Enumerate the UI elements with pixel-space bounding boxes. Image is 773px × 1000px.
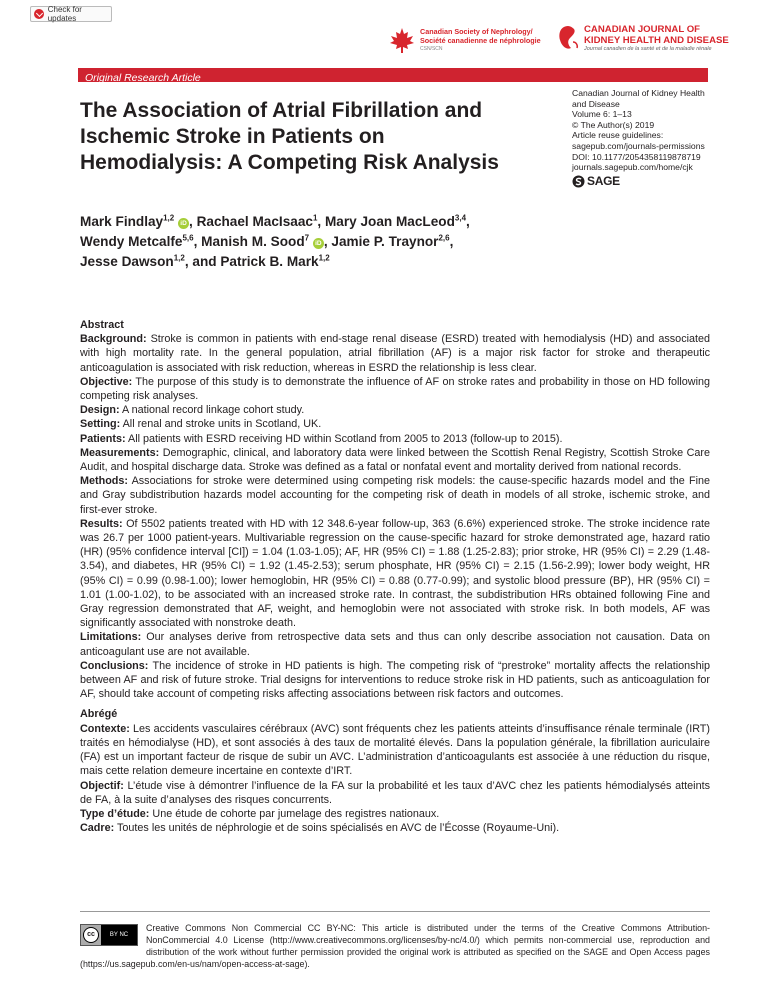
author-name: Mark Findlay <box>80 214 164 229</box>
author-name: Wendy Metcalfe <box>80 234 183 249</box>
society-logo <box>388 26 541 54</box>
affiliation-sup: 1,2 <box>163 213 175 223</box>
abstract-paragraph <box>80 630 710 658</box>
section-text: The purpose of this study is to demonstrate the influence of AF on stroke rates and probability in those on HD following competing risk analyses. <box>80 375 710 403</box>
section-text: All renal and stroke units in Scotland, UK. <box>120 418 322 431</box>
section-text: Les accidents vasculaires cérébraux (AVC) sont fréquents chez les patients atteints d’insuffisance rénale terminale (IRT) traités en hémodialyse (HD), et sont associés à des taux de mortalité élevés. Dans la population générale, la fibrillation auriculaire (FA) est un important facteur de risque de subir un AVC. L’administration d’anticoagulants est associée à une réduction du risque, mais cette relation demeure incertaine en contexte d’IRT. <box>80 722 710 778</box>
author-list <box>80 212 700 272</box>
section-text: Une étude de cohorte par jumelage des registres nationaux. <box>149 807 440 820</box>
sage-label: SAGE <box>587 173 620 188</box>
section-label: Conclusions: <box>80 659 149 672</box>
affiliation-sup: 1,2 <box>173 253 185 263</box>
section-label: Results: <box>80 517 123 530</box>
orcid-icon[interactable]: iD <box>178 218 189 229</box>
section-label: Setting: <box>80 418 121 431</box>
section-label: Contexte: <box>80 722 130 735</box>
journal-name-line2: KIDNEY HEALTH AND DISEASE <box>584 35 729 46</box>
section-label: Type d’étude: <box>80 807 150 820</box>
meta-doi[interactable]: DOI: 10.1177/2054358119878719 <box>572 151 701 162</box>
footer-divider <box>80 911 710 912</box>
orcid-icon[interactable]: iD <box>313 238 324 249</box>
abrege-paragraph <box>80 821 710 835</box>
license-block <box>80 922 710 970</box>
author-name: , and Patrick B. Mark <box>184 254 319 269</box>
author-name: , Mary Joan MacLeod <box>317 214 455 229</box>
journal-name-line1: CANADIAN JOURNAL OF <box>584 24 701 35</box>
abstract-block <box>80 318 710 835</box>
section-text: Associations for stroke were determined using competing risk models: the cause-specific hazards model and the Fine and Gray subdistribution hazards model accounting for the competing risk of death in models of all stroke, ischemic stroke, and first-ever stroke. <box>80 475 710 516</box>
abstract-paragraph <box>80 432 710 446</box>
section-text: All patients with ESRD receiving HD within Scotland from 2005 to 2013 (follow-up to 2015). <box>125 432 563 445</box>
section-text: The incidence of stroke in HD patients is high. The competing risk of “prestroke” mortality affects the relationship between AF and risk of future stroke. Trial designs for interventions to reduce stroke risk in HD patients, such as anticoagulation for AF, should take account of competing risks affecting associations between risk factors and outcomes. <box>80 659 710 701</box>
section-label: Measurements: <box>80 446 160 459</box>
section-label: Design: <box>80 404 120 417</box>
section-label: Objective: <box>80 375 133 388</box>
article-meta <box>572 88 722 188</box>
license-text: Creative Commons Non Commercial CC BY-NC: This article is distributed under the terms of the Creative Commons Attribution-NonCommercial 4.0 License (http://www.creativecommons.org/licenses/by-nc/4.0/) which permits non-commercial use, reproduction and distribution of the work without further permission provided the original work is attributed as specified on the SAGE and Open Access pages (https://us.sagepub.com/en-us/nam/open-access-at-sage). <box>80 923 710 970</box>
affiliation-sup: 7 <box>304 233 310 243</box>
check-updates-label: Check for updates <box>47 5 82 23</box>
check-for-updates-button[interactable] <box>30 6 112 22</box>
author-name: , Rachael MacIsaac <box>189 214 313 229</box>
abstract-paragraph <box>80 446 710 474</box>
section-text: Toutes les unités de néphrologie et de soins spécialisés en AVC de l’Écosse (Royaume-Uni). <box>114 822 560 835</box>
abrege-heading: Abrégé <box>80 708 118 721</box>
meta-reuse: Article reuse guidelines: <box>572 130 664 141</box>
society-name-en: Canadian Society of Nephrology/ <box>420 26 533 36</box>
abstract-paragraph <box>80 517 710 631</box>
abrege-paragraph <box>80 807 710 821</box>
abrege-paragraph <box>80 779 710 807</box>
meta-permissions-link[interactable]: sagepub.com/journals-permissions <box>572 140 705 151</box>
meta-journal-1: Canadian Journal of Kidney Health <box>572 88 705 98</box>
affiliation-sup: 2,6 <box>438 233 450 243</box>
by-nc-label: BY NC <box>101 925 137 945</box>
abstract-paragraph <box>80 375 710 403</box>
check-icon <box>34 9 44 19</box>
section-label: Objectif: <box>80 779 124 792</box>
abstract-paragraph <box>80 659 710 702</box>
section-text: Stroke is common in patients with end-stage renal disease (ESRD) treated with hemodialysis (HD) and associated with high mortality rate. In the general population, atrial fibrillation (AF) is a major risk factor for stroke and therapeutic anticoagulation is associated with risk reduction, whereas in ESRD the relationship is less clear. <box>80 333 710 374</box>
society-name-fr: Société canadienne de néphrologie <box>420 35 541 45</box>
journal-logo <box>557 24 729 53</box>
sage-logo <box>572 175 722 188</box>
meta-journal-link[interactable]: journals.sagepub.com/home/cjk <box>572 162 693 173</box>
author-separator: , <box>449 234 454 249</box>
author-name: , Manish M. Sood <box>193 234 305 249</box>
section-text: Our analyses derive from retrospective data sets and thus can only describe association not causation. Data on anticoagulant use are not available. <box>80 631 710 658</box>
abstract-heading: Abstract <box>80 319 124 331</box>
section-text: Demographic, clinical, and laboratory data were linked between the Scottish Renal Registry, Scottish Stroke Care Audit, and hospital discharge data. Stroke was defined as a fatal or nonfatal event and mortality derived from national records. <box>80 446 710 474</box>
author-name: Jesse Dawson <box>80 254 174 269</box>
meta-copyright: © The Author(s) 2019 <box>572 119 655 130</box>
abrege-paragraph <box>80 722 710 779</box>
affiliation-sup: 3,4 <box>454 213 467 223</box>
author-name: , Jamie P. Traynor <box>323 234 439 249</box>
affiliation-sup: 5,6 <box>182 233 194 243</box>
abstract-paragraph <box>80 474 710 517</box>
abstract-paragraph <box>80 403 710 417</box>
journal-name-fr: Journal canadien de la santé et de la maladie rénale <box>584 46 712 52</box>
abstract-paragraph <box>80 332 710 375</box>
meta-volume: Volume 6: 1–13 <box>572 109 632 120</box>
section-text: L’étude vise à démontrer l’influence de la FA sur la probabilité et les taux d’AVC chez les patients hémodialysés atteints de FA, à la suite d’analyses des risques concurrents. <box>80 779 710 806</box>
maple-leaf-icon <box>388 26 416 54</box>
section-label: Limitations: <box>80 631 142 644</box>
meta-journal-2: and Disease <box>572 98 620 109</box>
section-label: Cadre: <box>80 822 115 835</box>
affiliation-sup: 1,2 <box>318 253 330 263</box>
article-title: The Association of Atrial Fibrillation and Ischemic Stroke in Patients on Hemodialysis: A Competing Risk Analysis <box>80 99 499 174</box>
section-label: Background: <box>80 333 147 346</box>
kidney-logo-icon <box>557 24 579 52</box>
section-label: Original Research Article <box>85 72 201 84</box>
section-text: Of 5502 patients treated with HD with 12 348.6-year follow-up, 363 (6.6%) experienced stroke. The stroke incidence rate was 26.7 per 1000 patient-years. Multivariable regression on the cause-specific hazard for stroke demonstrated age, hazard ratio (HR) (95% confidence interval [CI]) = 1.04 (1.03-1.05); AF, HR (95% CI) = 1.88 (1.25-2.83); prior stroke, HR (95% CI) = 2.29 (1.48-3.54), and diabetes, HR (95% CI) = 1.92 (1.45-2.53); serum phosphate, HR (95% CI) = 2.15 (1.56-2.99); lower body weight, HR (95% CI) = 0.99 (0.98-1.00); lower hemoglobin, HR (95% CI) = 0.88 (0.77-0.99); and systolic blood pressure (BP), HR (95% CI) = 1.01 (1.00-1.02), to be associated with an increased stroke rate. In contrast, the subdistribution HRs obtained following Fine and Gray regression demonstrated that AF, weight, and hemoglobin were not associated with stroke risk. In both models, AF was significantly associated with nonstroke death. <box>80 517 710 630</box>
sage-s-icon <box>572 175 585 188</box>
affiliation-sup: 1 <box>312 213 318 223</box>
author-separator: , <box>466 214 470 229</box>
section-band <box>78 68 708 82</box>
section-label: Patients: <box>80 432 126 445</box>
creative-commons-icon: cc <box>83 927 99 943</box>
section-text: A national record linkage cohort study. <box>119 404 305 417</box>
abstract-paragraph <box>80 417 710 431</box>
section-label: Methods: <box>80 475 128 488</box>
society-abbr: CSN/SCN <box>420 45 443 52</box>
cc-by-nc-badge[interactable] <box>80 924 138 946</box>
